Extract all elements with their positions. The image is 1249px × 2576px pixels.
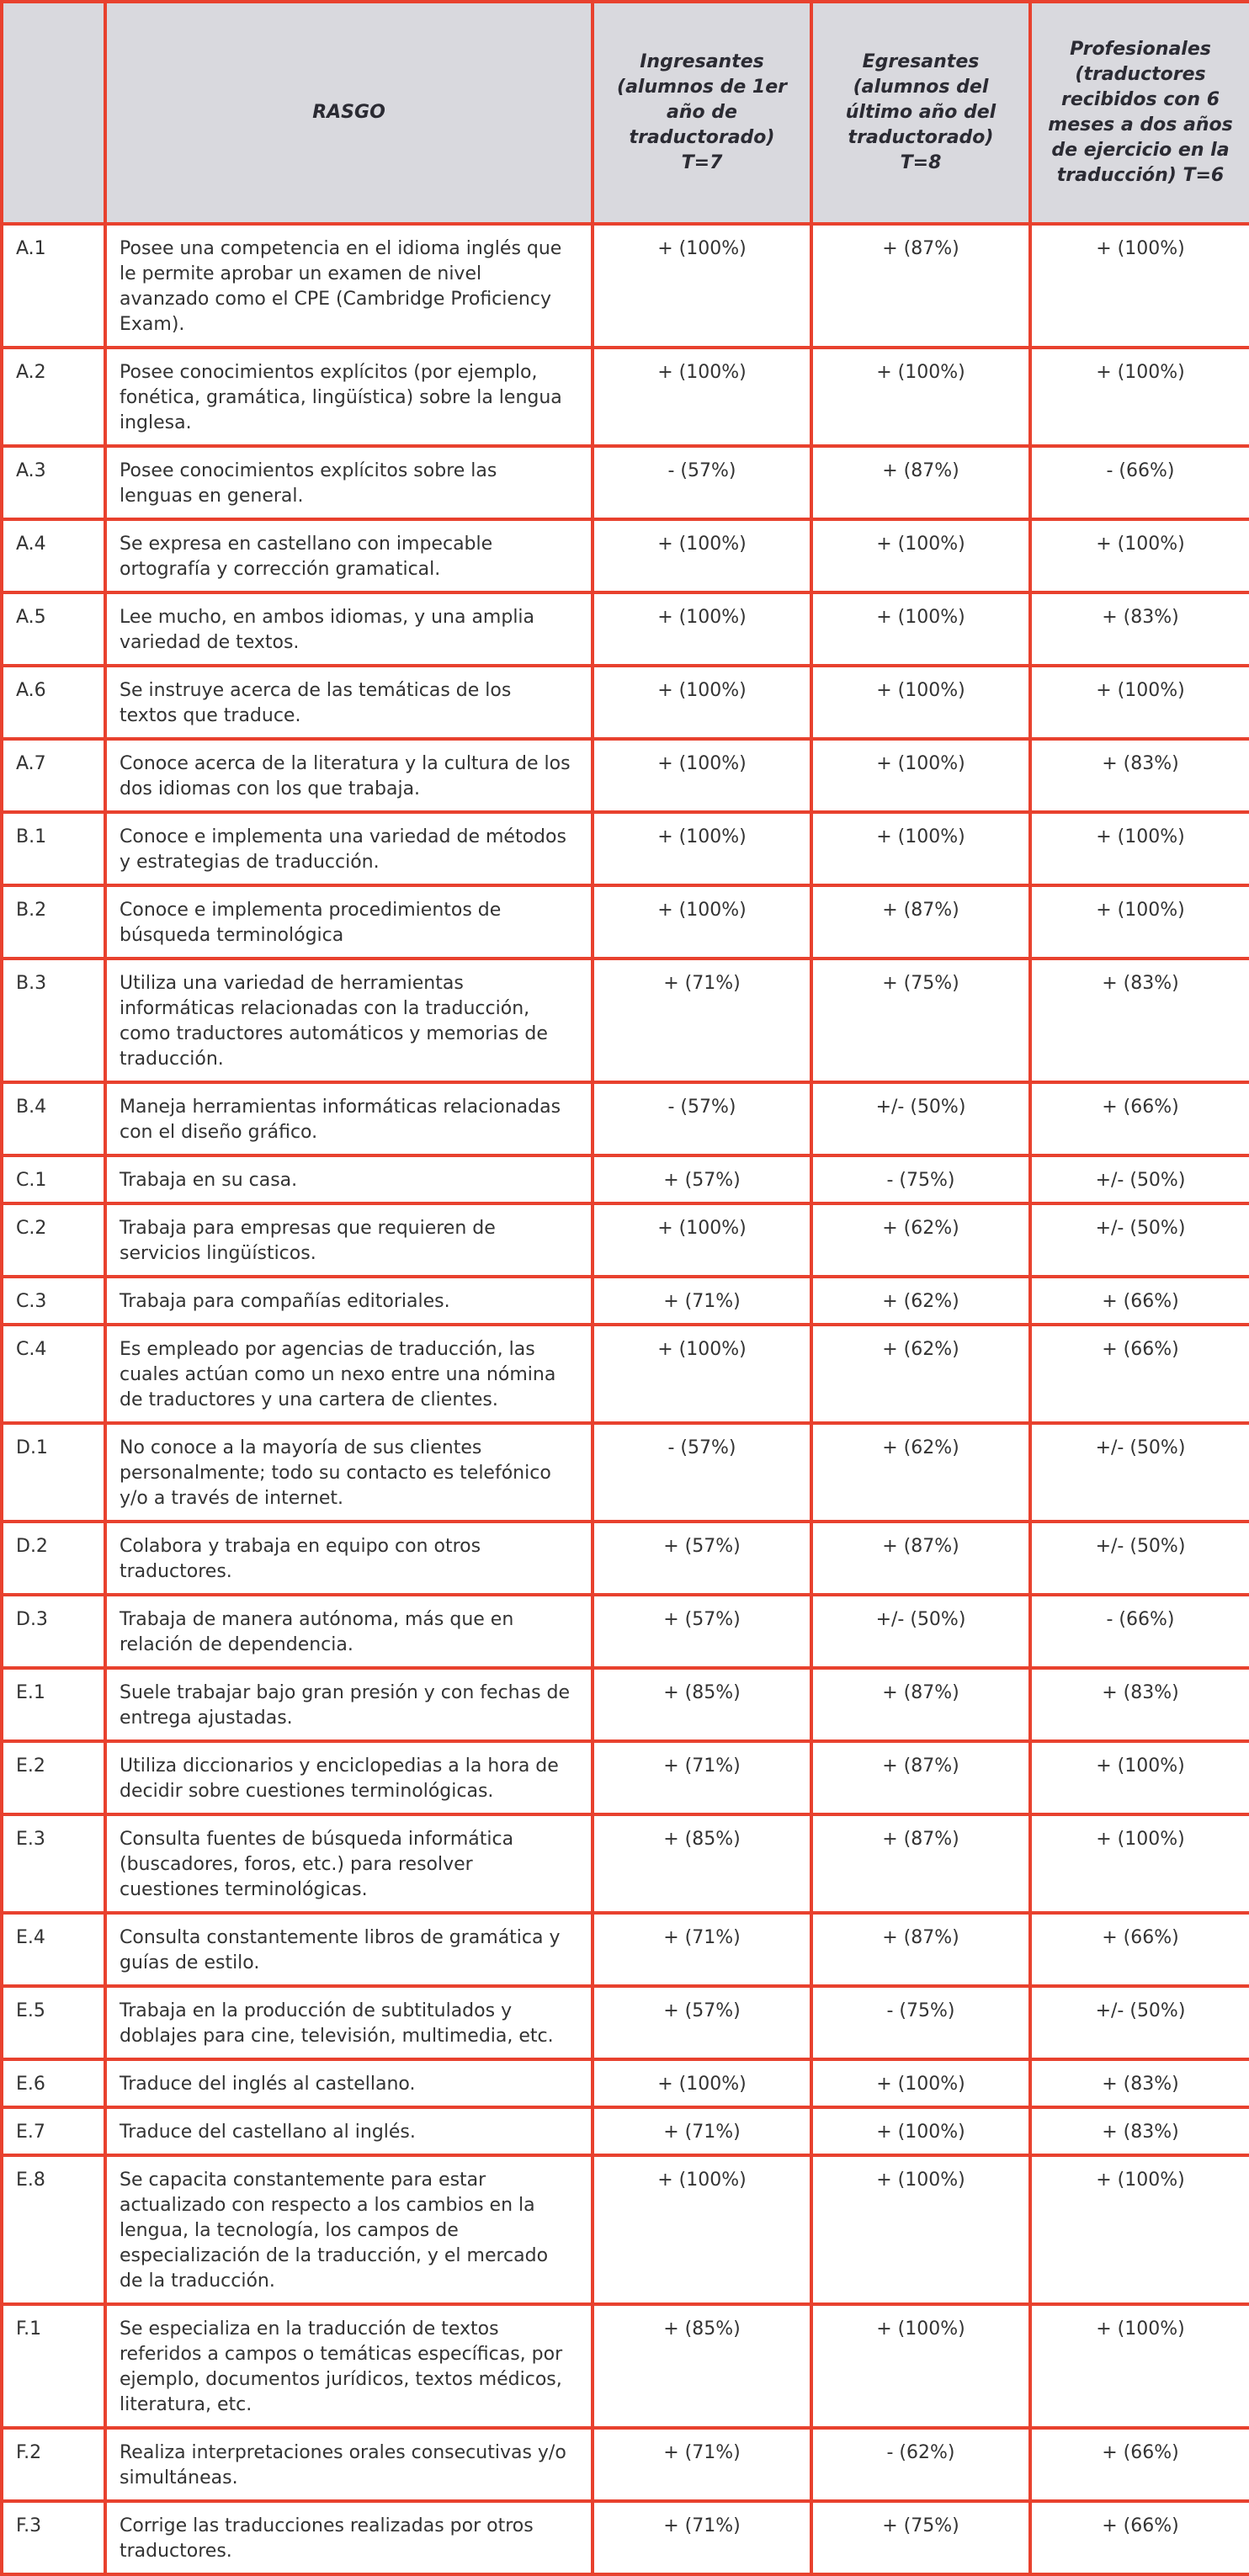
row-trait: Colabora y trabaja en equipo con otros traductores.	[105, 1522, 593, 1595]
table-row	[2, 1595, 1249, 1668]
row-trait: Posee conocimientos explícitos (por ejemplo, fonética, gramática, lingüística) sobre la lengua inglesa.	[105, 348, 593, 446]
row-egresantes-value: + (75%)	[811, 2501, 1030, 2574]
row-profesionales-value: + (66%)	[1030, 1325, 1249, 1423]
row-code: A.4	[2, 519, 105, 592]
row-trait: Traduce del castellano al inglés.	[105, 2107, 593, 2155]
row-code: A.5	[2, 592, 105, 666]
row-profesionales-value: + (100%)	[1030, 1814, 1249, 1913]
row-code: E.7	[2, 2107, 105, 2155]
table-body	[2, 224, 1249, 2574]
row-ingresantes-value: + (100%)	[593, 2059, 811, 2107]
row-egresantes-value: + (100%)	[811, 592, 1030, 666]
row-code: E.3	[2, 1814, 105, 1913]
row-ingresantes-value: + (71%)	[593, 2428, 811, 2501]
row-ingresantes-value: + (100%)	[593, 224, 811, 348]
row-profesionales-value: + (83%)	[1030, 1668, 1249, 1741]
row-egresantes-value: + (100%)	[811, 2155, 1030, 2304]
table-row	[2, 1277, 1249, 1325]
row-ingresantes-value: + (71%)	[593, 1913, 811, 1986]
row-trait: Traduce del inglés al castellano.	[105, 2059, 593, 2107]
row-egresantes-value: + (100%)	[811, 2107, 1030, 2155]
row-egresantes-value: + (100%)	[811, 666, 1030, 739]
row-trait: Utiliza una variedad de herramientas informáticas relacionadas con la traducción, como traductores automáticos y memorias de traducción.	[105, 959, 593, 1082]
row-profesionales-value: + (100%)	[1030, 666, 1249, 739]
row-egresantes-value: + (87%)	[811, 1522, 1030, 1595]
row-ingresantes-value: + (71%)	[593, 959, 811, 1082]
row-egresantes-value: - (62%)	[811, 2428, 1030, 2501]
row-profesionales-value: + (66%)	[1030, 1913, 1249, 1986]
row-egresantes-value: + (100%)	[811, 2304, 1030, 2428]
table-row	[2, 519, 1249, 592]
row-egresantes-value: + (87%)	[811, 1741, 1030, 1814]
row-trait: Trabaja para compañías editoriales.	[105, 1277, 593, 1325]
row-code: D.2	[2, 1522, 105, 1595]
table-row	[2, 446, 1249, 519]
row-trait: Es empleado por agencias de traducción, las cuales actúan como un nexo entre una nómina de traductores y una cartera de clientes.	[105, 1325, 593, 1423]
row-ingresantes-value: + (85%)	[593, 1814, 811, 1913]
table-row	[2, 1741, 1249, 1814]
row-egresantes-value: + (100%)	[811, 348, 1030, 446]
row-ingresantes-value: + (71%)	[593, 1741, 811, 1814]
row-code: C.3	[2, 1277, 105, 1325]
table-row	[2, 1325, 1249, 1423]
header-code	[2, 2, 105, 224]
row-trait: Trabaja de manera autónoma, más que en relación de dependencia.	[105, 1595, 593, 1668]
table-row	[2, 2501, 1249, 2574]
table-row	[2, 1522, 1249, 1595]
row-ingresantes-value: - (57%)	[593, 1082, 811, 1155]
row-profesionales-value: + (100%)	[1030, 348, 1249, 446]
row-ingresantes-value: + (71%)	[593, 2501, 811, 2574]
row-egresantes-value: + (87%)	[811, 1668, 1030, 1741]
row-code: A.7	[2, 739, 105, 812]
table-row	[2, 2059, 1249, 2107]
row-code: D.1	[2, 1423, 105, 1522]
table-row	[2, 1423, 1249, 1522]
row-code: C.4	[2, 1325, 105, 1423]
row-ingresantes-value: - (57%)	[593, 1423, 811, 1522]
row-profesionales-value: + (100%)	[1030, 2155, 1249, 2304]
table-row	[2, 2107, 1249, 2155]
row-code: F.1	[2, 2304, 105, 2428]
table-row	[2, 1082, 1249, 1155]
row-egresantes-value: + (100%)	[811, 519, 1030, 592]
table-row	[2, 2428, 1249, 2501]
row-code: A.2	[2, 348, 105, 446]
row-egresantes-value: - (75%)	[811, 1986, 1030, 2059]
header-egresantes: Egresantes (alumnos del último año del traductorado) T=8	[811, 2, 1030, 224]
row-ingresantes-value: + (57%)	[593, 1595, 811, 1668]
row-code: B.3	[2, 959, 105, 1082]
table-row	[2, 2155, 1249, 2304]
row-code: C.1	[2, 1155, 105, 1203]
header-row	[2, 2, 1249, 224]
row-code: E.5	[2, 1986, 105, 2059]
header-profesionales: Profesionales (traductores recibidos con 6 meses a dos años de ejercicio en la traducción) T=6	[1030, 2, 1249, 224]
row-profesionales-value: + (100%)	[1030, 2304, 1249, 2428]
table-row	[2, 739, 1249, 812]
row-profesionales-value: + (66%)	[1030, 2428, 1249, 2501]
row-trait: Trabaja en la producción de subtitulados y doblajes para cine, televisión, multimedia, etc.	[105, 1986, 593, 2059]
row-egresantes-value: + (62%)	[811, 1325, 1030, 1423]
row-ingresantes-value: + (100%)	[593, 739, 811, 812]
header-ingresantes: Ingresantes (alumnos de 1er año de traductorado) T=7	[593, 2, 811, 224]
table-row	[2, 812, 1249, 885]
row-egresantes-value: + (87%)	[811, 1913, 1030, 1986]
row-ingresantes-value: + (85%)	[593, 2304, 811, 2428]
row-egresantes-value: + (87%)	[811, 446, 1030, 519]
row-code: C.2	[2, 1203, 105, 1277]
row-profesionales-value: + (100%)	[1030, 885, 1249, 959]
row-ingresantes-value: + (85%)	[593, 1668, 811, 1741]
table-row	[2, 1986, 1249, 2059]
table-row	[2, 592, 1249, 666]
row-profesionales-value: +/- (50%)	[1030, 1203, 1249, 1277]
row-trait: No conoce a la mayoría de sus clientes personalmente; todo su contacto es telefónico y/o a través de internet.	[105, 1423, 593, 1522]
row-ingresantes-value: - (57%)	[593, 446, 811, 519]
row-profesionales-value: + (83%)	[1030, 592, 1249, 666]
row-egresantes-value: + (75%)	[811, 959, 1030, 1082]
table-row	[2, 1814, 1249, 1913]
row-ingresantes-value: + (71%)	[593, 1277, 811, 1325]
row-profesionales-value: - (66%)	[1030, 1595, 1249, 1668]
row-egresantes-value: + (100%)	[811, 739, 1030, 812]
row-trait: Lee mucho, en ambos idiomas, y una amplia variedad de textos.	[105, 592, 593, 666]
table-row	[2, 1155, 1249, 1203]
row-trait: Conoce e implementa procedimientos de búsqueda terminológica	[105, 885, 593, 959]
row-ingresantes-value: + (100%)	[593, 519, 811, 592]
table-row	[2, 2304, 1249, 2428]
row-egresantes-value: + (87%)	[811, 1814, 1030, 1913]
row-trait: Suele trabajar bajo gran presión y con fechas de entrega ajustadas.	[105, 1668, 593, 1741]
row-code: B.2	[2, 885, 105, 959]
row-egresantes-value: + (87%)	[811, 885, 1030, 959]
row-code: F.2	[2, 2428, 105, 2501]
table-row	[2, 1668, 1249, 1741]
row-egresantes-value: + (100%)	[811, 812, 1030, 885]
table-row	[2, 348, 1249, 446]
row-code: A.1	[2, 224, 105, 348]
table-row	[2, 224, 1249, 348]
row-code: A.6	[2, 666, 105, 739]
row-ingresantes-value: + (100%)	[593, 812, 811, 885]
row-trait: Conoce e implementa una variedad de métodos y estrategias de traducción.	[105, 812, 593, 885]
row-ingresantes-value: + (100%)	[593, 666, 811, 739]
row-ingresantes-value: + (100%)	[593, 592, 811, 666]
row-code: E.4	[2, 1913, 105, 1986]
row-profesionales-value: + (66%)	[1030, 2501, 1249, 2574]
row-code: E.8	[2, 2155, 105, 2304]
row-trait: Maneja herramientas informáticas relacionadas con el diseño gráfico.	[105, 1082, 593, 1155]
row-trait: Realiza interpretaciones orales consecutivas y/o simultáneas.	[105, 2428, 593, 2501]
row-profesionales-value: +/- (50%)	[1030, 1155, 1249, 1203]
row-code: D.3	[2, 1595, 105, 1668]
row-ingresantes-value: + (71%)	[593, 2107, 811, 2155]
row-trait: Conoce acerca de la literatura y la cultura de los dos idiomas con los que trabaja.	[105, 739, 593, 812]
row-profesionales-value: + (100%)	[1030, 812, 1249, 885]
row-code: B.4	[2, 1082, 105, 1155]
row-profesionales-value: +/- (50%)	[1030, 1423, 1249, 1522]
row-ingresantes-value: + (100%)	[593, 348, 811, 446]
table-header	[2, 2, 1249, 224]
table-row	[2, 1203, 1249, 1277]
row-profesionales-value: + (66%)	[1030, 1277, 1249, 1325]
row-ingresantes-value: + (57%)	[593, 1522, 811, 1595]
row-egresantes-value: + (62%)	[811, 1203, 1030, 1277]
row-trait: Se especializa en la traducción de textos referidos a campos o temáticas específicas, por ejemplo, documentos jurídicos, textos médicos, literatura, etc.	[105, 2304, 593, 2428]
row-trait: Consulta fuentes de búsqueda informática (buscadores, foros, etc.) para resolver cuestiones terminológicas.	[105, 1814, 593, 1913]
row-trait: Posee una competencia en el idioma inglés que le permite aprobar un examen de nivel avanzado como el CPE (Cambridge Proficiency Exam).	[105, 224, 593, 348]
row-profesionales-value: + (83%)	[1030, 2059, 1249, 2107]
header-rasgo: RASGO	[105, 2, 593, 224]
table-row	[2, 1913, 1249, 1986]
row-trait: Se instruye acerca de las temáticas de los textos que traduce.	[105, 666, 593, 739]
row-egresantes-value: +/- (50%)	[811, 1082, 1030, 1155]
row-trait: Trabaja en su casa.	[105, 1155, 593, 1203]
row-code: E.1	[2, 1668, 105, 1741]
row-code: A.3	[2, 446, 105, 519]
row-profesionales-value: + (83%)	[1030, 2107, 1249, 2155]
row-egresantes-value: - (75%)	[811, 1155, 1030, 1203]
row-ingresantes-value: + (57%)	[593, 1986, 811, 2059]
row-trait: Posee conocimientos explícitos sobre las lenguas en general.	[105, 446, 593, 519]
row-egresantes-value: + (100%)	[811, 2059, 1030, 2107]
row-code: B.1	[2, 812, 105, 885]
row-trait: Utiliza diccionarios y enciclopedias a la hora de decidir sobre cuestiones terminológicas.	[105, 1741, 593, 1814]
row-trait: Se expresa en castellano con impecable ortografía y corrección gramatical.	[105, 519, 593, 592]
row-egresantes-value: +/- (50%)	[811, 1595, 1030, 1668]
row-code: E.2	[2, 1741, 105, 1814]
row-profesionales-value: + (83%)	[1030, 739, 1249, 812]
row-profesionales-value: +/- (50%)	[1030, 1986, 1249, 2059]
row-profesionales-value: + (100%)	[1030, 224, 1249, 348]
row-profesionales-value: + (100%)	[1030, 1741, 1249, 1814]
row-ingresantes-value: + (57%)	[593, 1155, 811, 1203]
row-trait: Trabaja para empresas que requieren de servicios lingüísticos.	[105, 1203, 593, 1277]
row-code: E.6	[2, 2059, 105, 2107]
row-trait: Consulta constantemente libros de gramática y guías de estilo.	[105, 1913, 593, 1986]
row-egresantes-value: + (62%)	[811, 1423, 1030, 1522]
row-code: F.3	[2, 2501, 105, 2574]
table-row	[2, 666, 1249, 739]
row-profesionales-value: + (100%)	[1030, 519, 1249, 592]
row-profesionales-value: + (66%)	[1030, 1082, 1249, 1155]
row-profesionales-value: +/- (50%)	[1030, 1522, 1249, 1595]
row-trait: Corrige las traducciones realizadas por otros traductores.	[105, 2501, 593, 2574]
row-ingresantes-value: + (100%)	[593, 1325, 811, 1423]
row-ingresantes-value: + (100%)	[593, 1203, 811, 1277]
row-profesionales-value: + (83%)	[1030, 959, 1249, 1082]
row-ingresantes-value: + (100%)	[593, 2155, 811, 2304]
row-profesionales-value: - (66%)	[1030, 446, 1249, 519]
row-egresantes-value: + (87%)	[811, 224, 1030, 348]
row-trait: Se capacita constantemente para estar actualizado con respecto a los cambios en la lengua, la tecnología, los campos de especialización de la traducción, y el mercado de la traducción.	[105, 2155, 593, 2304]
row-egresantes-value: + (62%)	[811, 1277, 1030, 1325]
row-ingresantes-value: + (100%)	[593, 885, 811, 959]
table-row	[2, 959, 1249, 1082]
table-row	[2, 885, 1249, 959]
